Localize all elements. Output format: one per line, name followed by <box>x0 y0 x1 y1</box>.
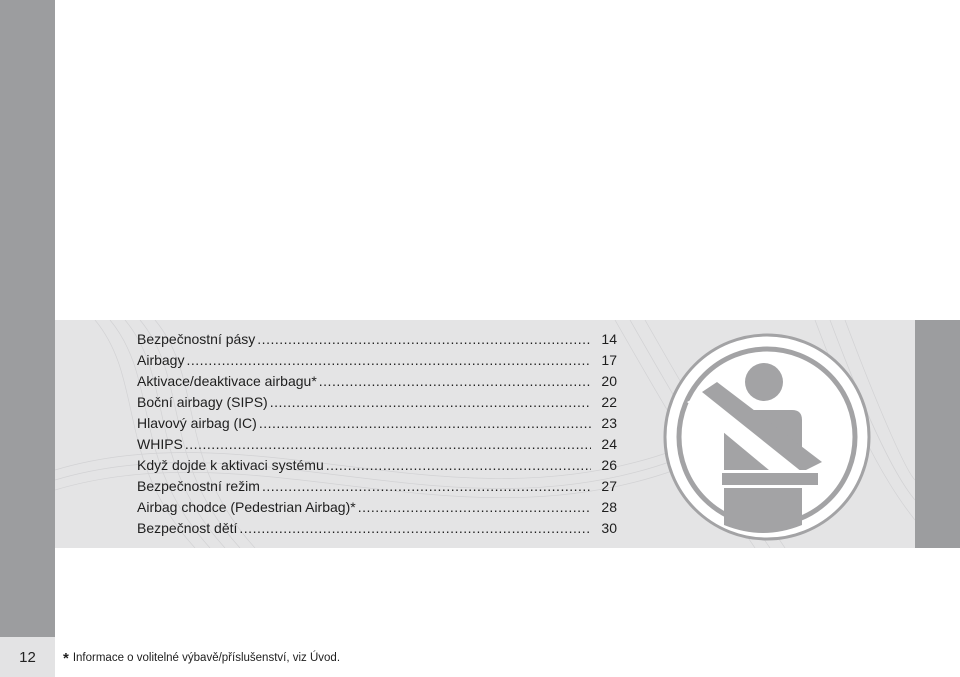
toc-entry-title: Airbagy <box>137 352 185 368</box>
toc-leader <box>319 373 591 389</box>
toc-entry-title: Airbag chodce (Pedestrian Airbag)* <box>137 499 356 515</box>
toc-entry[interactable] <box>137 394 617 415</box>
toc-entry-page: 14 <box>601 331 617 347</box>
chapter-tab <box>915 320 960 548</box>
toc-entry-page: 24 <box>601 436 617 452</box>
seatbelt-icon <box>662 330 872 545</box>
toc-leader <box>239 520 591 536</box>
toc-entry-page: 26 <box>601 457 617 473</box>
toc-entry[interactable] <box>137 415 617 436</box>
toc-entry-page: 30 <box>601 520 617 536</box>
toc-entry-title: Aktivace/deaktivace airbagu* <box>137 373 317 389</box>
toc-entry-page: 17 <box>601 352 617 368</box>
toc-entry-page: 22 <box>601 394 617 410</box>
table-of-contents <box>137 331 617 541</box>
toc-entry-title: Bezpečnost dětí <box>137 520 238 536</box>
footnote-marker: * <box>63 650 69 667</box>
toc-entry[interactable] <box>137 478 617 499</box>
toc-entry[interactable] <box>137 352 617 373</box>
toc-entry[interactable] <box>137 520 617 541</box>
toc-entry[interactable] <box>137 499 617 520</box>
toc-entry-title: Když dojde k aktivaci systému <box>137 457 324 473</box>
toc-entry-title: Hlavový airbag (IC) <box>137 415 257 431</box>
footnote-text: Informace o volitelné výbavě/příslušenství, viz Úvod. <box>72 652 341 664</box>
toc-leader <box>358 499 591 515</box>
footnote <box>63 650 340 667</box>
toc-entry-title: Boční airbagy (SIPS) <box>137 394 268 410</box>
toc-leader <box>326 457 591 473</box>
toc-entry-title: Bezpečnostní režim <box>137 478 260 494</box>
page-number: 12 <box>0 637 55 677</box>
toc-leader <box>262 478 591 494</box>
toc-leader <box>259 415 591 431</box>
toc-leader <box>186 352 591 368</box>
toc-leader <box>185 436 591 452</box>
toc-entry-page: 23 <box>601 415 617 431</box>
toc-entry[interactable] <box>137 331 617 352</box>
toc-entry-title: Bezpečnostní pásy <box>137 331 256 347</box>
toc-leader <box>257 331 591 347</box>
toc-entry[interactable] <box>137 457 617 478</box>
toc-entry-title: WHIPS <box>137 436 183 452</box>
toc-leader <box>270 394 591 410</box>
toc-entry[interactable] <box>137 373 617 394</box>
left-margin-bar <box>0 0 55 677</box>
toc-entry-page: 27 <box>601 478 617 494</box>
toc-entry[interactable] <box>137 436 617 457</box>
toc-entry-page: 28 <box>601 499 617 515</box>
toc-entry-page: 20 <box>601 373 617 389</box>
